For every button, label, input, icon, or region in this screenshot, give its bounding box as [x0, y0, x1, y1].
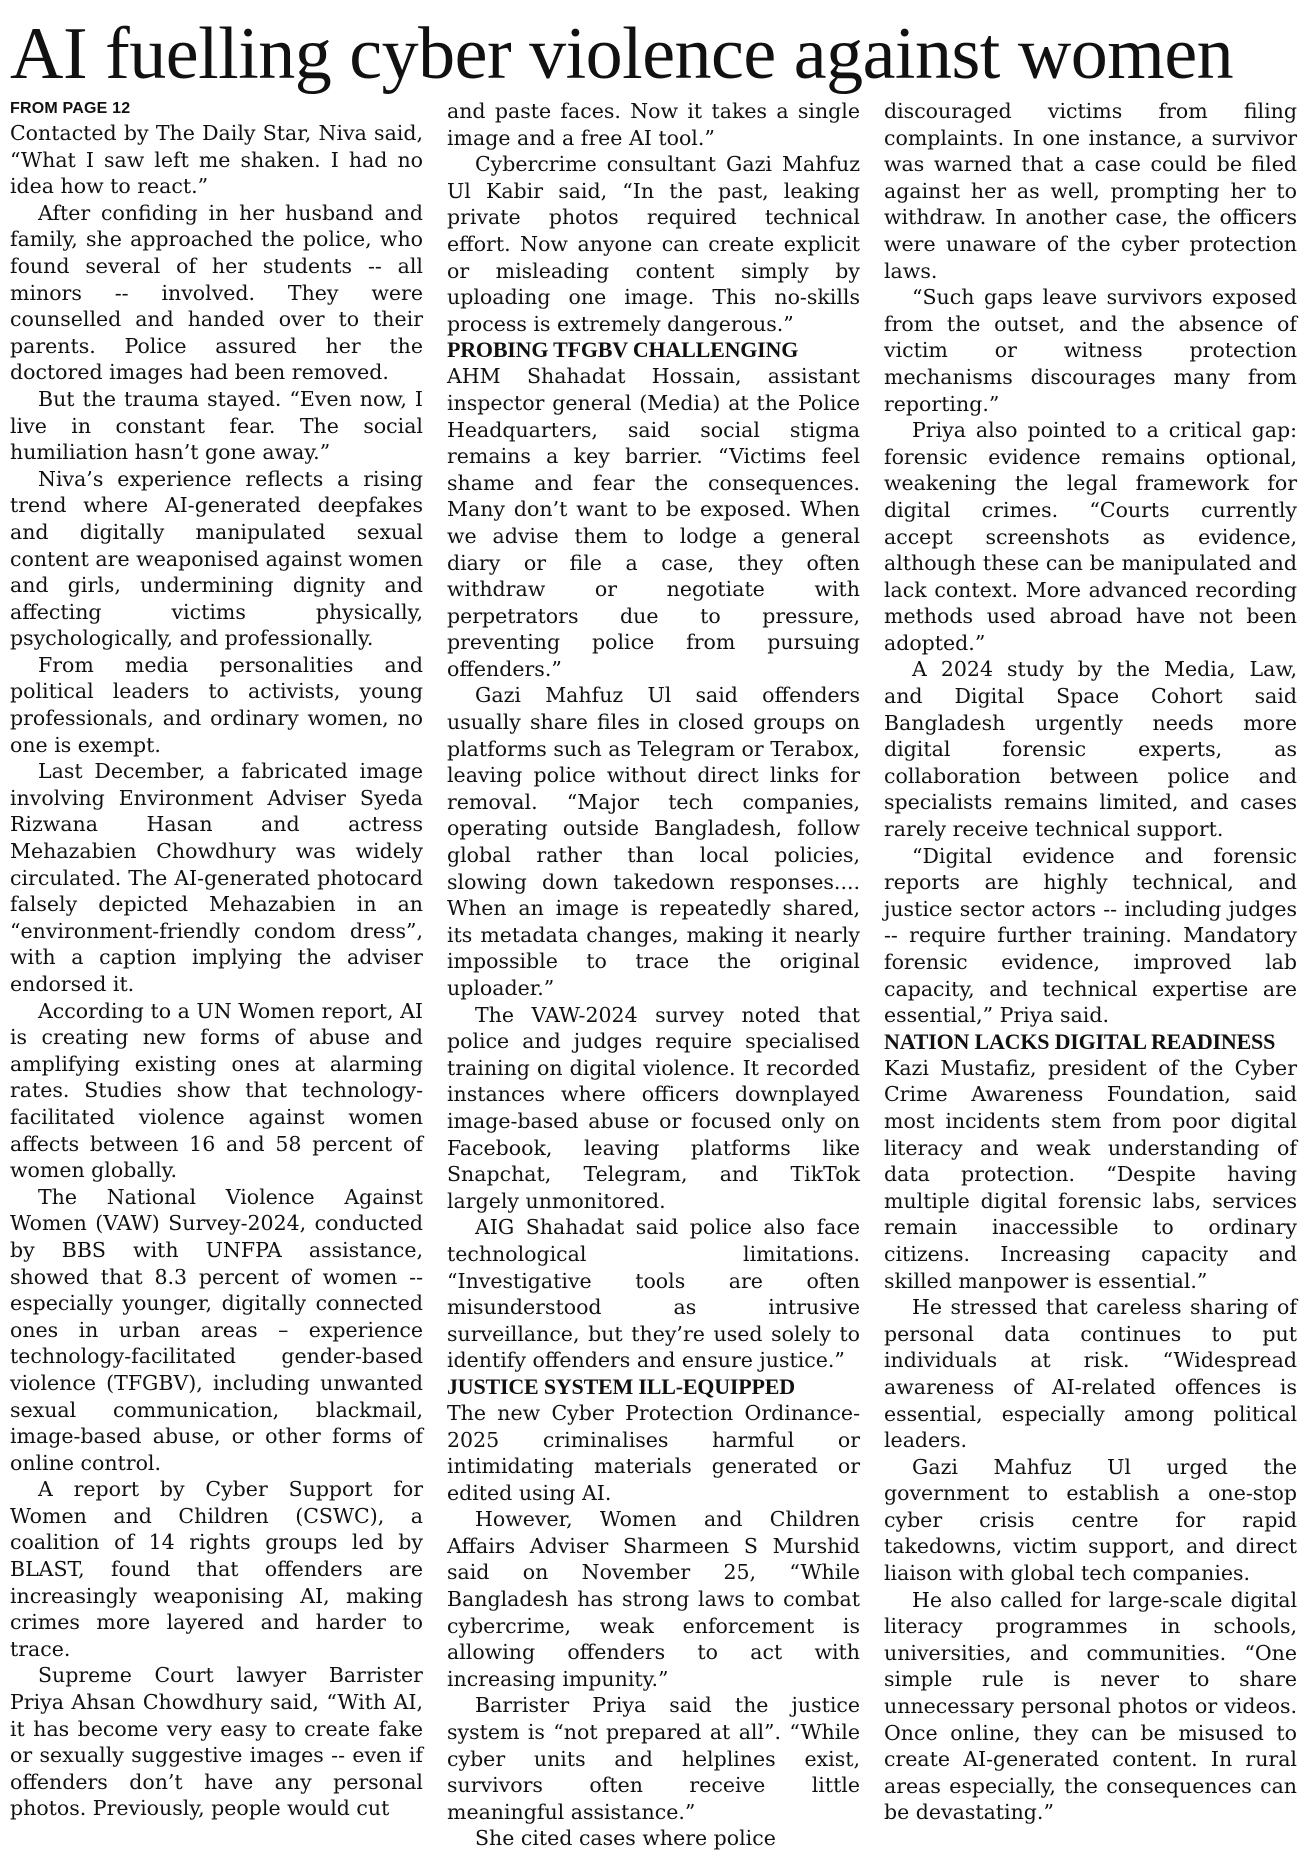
column-1	[10, 98, 423, 1852]
headline: AI fuelling cyber violence against women	[10, 13, 1234, 95]
paragraph: discouraged victims from filing complaints. In one instance, a survivor was warned that a case could be filed against her as well, prompting her to withdraw. In another case, the officers were unaware of the cyber protection laws.	[884, 99, 1297, 283]
paragraph: Barrister Priya said the justice system is “not prepared at all”. “While cyber units and helplines exist, survivors often receive little meaningful assistance.”	[447, 1693, 860, 1824]
paragraph: Supreme Court lawyer Barrister Priya Ahsan Chowdhury said, “With AI, it has become very easy to create fake or sexually suggestive images -- even if offenders don’t have any personal photos. Previously, people would cut	[10, 1663, 423, 1821]
paragraph: The VAW-2024 survey noted that police and judges require specialised training on digital violence. It recorded instances where officers downplayed image-based abuse or focused only on Facebook, leaving platforms like Snapchat, Telegram, and TikTok largely unmonitored.	[447, 1002, 860, 1213]
paragraph: “Digital evidence and forensic reports are highly technical, and justice sector actors -- including judges -- require further training. Mandatory forensic evidence, improved lab capacity, and technical expertise are essential,” Priya said.	[884, 843, 1297, 1028]
paragraph: He also called for large-scale digital literacy programmes in schools, universities, and communities. “One simple rule is never to share unnecessary personal photos or videos. Once online, they can be misused to create AI-generated content. In rural areas especially, the consequences can be devastating.”	[884, 1587, 1297, 1825]
paragraph: But the trauma stayed. “Even now, I live in constant fear. The social humiliation hasn’t gone away.”	[10, 386, 423, 465]
paragraph: After confiding in her husband and family, she approached the police, who found several of her students -- all minors -- involved. They were counselled and handed over to their parents. Police assured her the doctored images had been removed.	[10, 200, 423, 385]
paragraph: The National Violence Against Women (VAW) Survey-2024, conducted by BBS with UNFPA assistance, showed that 8.3 percent of women -- especially younger, digitally connected ones in urban areas – experience technology-facilitated gender-based violence (TFGBV), including unwanted sexual communication, blackmail, image-based abuse, or other forms of online control.	[10, 1184, 423, 1475]
paragraph: According to a UN Women report, AI is creating new forms of abuse and amplifying existing ones at alarming rates. Studies show that technology-facilitated violence against women affects between 16 and 58 percent of women globally.	[10, 998, 423, 1183]
article-columns	[10, 98, 1297, 1852]
paragraph: A report by Cyber Support for Women and Children (CSWC), a coalition of 14 rights groups led by BLAST, found that offenders are increasingly weaponising AI, making crimes more layered and harder to trace.	[10, 1477, 423, 1661]
paragraph: Gazi Mahfuz Ul urged the government to establish a one-stop cyber crisis centre for rapid takedowns, victim support, and direct liaison with global tech companies.	[884, 1454, 1297, 1586]
subheading: JUSTICE SYSTEM ILL-EQUIPPED	[447, 1373, 795, 1399]
subheading: PROBING TFGBV CHALLENGING	[447, 337, 799, 363]
column-2	[447, 98, 860, 1852]
paragraph: A 2024 study by the Media, Law, and Digital Space Cohort said Bangladesh urgently needs more digital forensic experts, as collaboration between police and specialists remains limited, and cases rarely receive technical support.	[884, 657, 1297, 842]
paragraph: However, Women and Children Affairs Adviser Sharmeen S Murshid said on November 25, “While Bangladesh has strong laws to combat cybercrime, weak enforcement is allowing offenders to act with increasing impunity.”	[447, 1507, 860, 1691]
column-3	[884, 98, 1297, 1852]
paragraph: “Such gaps leave survivors exposed from the outset, and the absence of victim or witness protection mechanisms discourages many from reporting.”	[884, 285, 1297, 416]
paragraph: Last December, a fabricated image involving Environment Adviser Syeda Rizwana Hasan and actress Mehazabien Chowdhury was widely circulated. The AI-generated photocard falsely depicted Mehazabien in an “environment-friendly condom dress”, with a caption implying the adviser endorsed it.	[10, 759, 423, 996]
paragraph: From media personalities and political leaders to activists, young professionals, and ordinary women, no one is exempt.	[10, 652, 423, 757]
paragraph: Priya also pointed to a critical gap: forensic evidence remains optional, weakening the legal framework for digital crimes. “Courts currently accept screenshots as evidence, although these can be manipulated and lack context. More advanced recording methods used abroad have not been adopted.”	[884, 418, 1297, 655]
paragraph: Kazi Mustafiz, president of the Cyber Crime Awareness Foundation, said most incidents stem from poor digital literacy and weak understanding of data protection. “Despite having multiple digital forensic labs, services remain inaccessible to ordinary citizens. Increasing capacity and skilled manpower is essential.”	[884, 1055, 1297, 1293]
paragraph: and paste faces. Now it takes a single image and a free AI tool.”	[447, 99, 860, 150]
paragraph: The new Cyber Protection Ordinance-2025 criminalises harmful or intimidating materials generated or edited using AI.	[447, 1400, 860, 1505]
section-kicker: FROM PAGE 12	[10, 100, 131, 117]
paragraph: He stressed that careless sharing of personal data continues to put individuals at risk. “Widespread awareness of AI-related offences is essential, especially among political leaders.	[884, 1295, 1297, 1453]
subheading: NATION LACKS DIGITAL READINESS	[884, 1028, 1276, 1054]
paragraph: Niva’s experience reflects a rising trend where AI-generated deepfakes and digitally manipulated sexual content are weaponised against women and girls, undermining dignity and affecting victims physically, psychologically, and professionally.	[10, 466, 423, 651]
paragraph: Contacted by The Daily Star, Niva said, “What I saw left me shaken. I had no idea how to react.”	[10, 121, 423, 199]
paragraph: She cited cases where police	[475, 1826, 776, 1851]
paragraph: Gazi Mahfuz Ul said offenders usually share files in closed groups on platforms such as Telegram or Terabox, leaving police without direct links for removal. “Major tech companies, operating outside Bangladesh, follow global rather than local policies, slowing down takedown responses.... When an image is repeatedly shared, its metadata changes, making it nearly impossible to trace the original uploader.”	[447, 683, 860, 1000]
paragraph: Cybercrime consultant Gazi Mahfuz Ul Kabir said, “In the past, leaking private photos required technical effort. Now anyone can create explicit or misleading content simply by uploading one image. This no-skills process is extremely dangerous.”	[447, 152, 860, 336]
paragraph: AHM Shahadat Hossain, assistant inspector general (Media) at the Police Headquarters, said social stigma remains a key barrier. “Victims feel shame and fear the consequences. Many don’t want to be exposed. When we advise them to lodge a general diary or file a case, they often withdraw or negotiate with perpetrators due to pressure, preventing police from pursuing offenders.”	[447, 364, 860, 681]
paragraph: AIG Shahadat said police also face technological limitations. “Investigative tools are often misunderstood as intrusive surveillance, but they’re used solely to identify offenders and ensure justice.”	[447, 1215, 860, 1373]
